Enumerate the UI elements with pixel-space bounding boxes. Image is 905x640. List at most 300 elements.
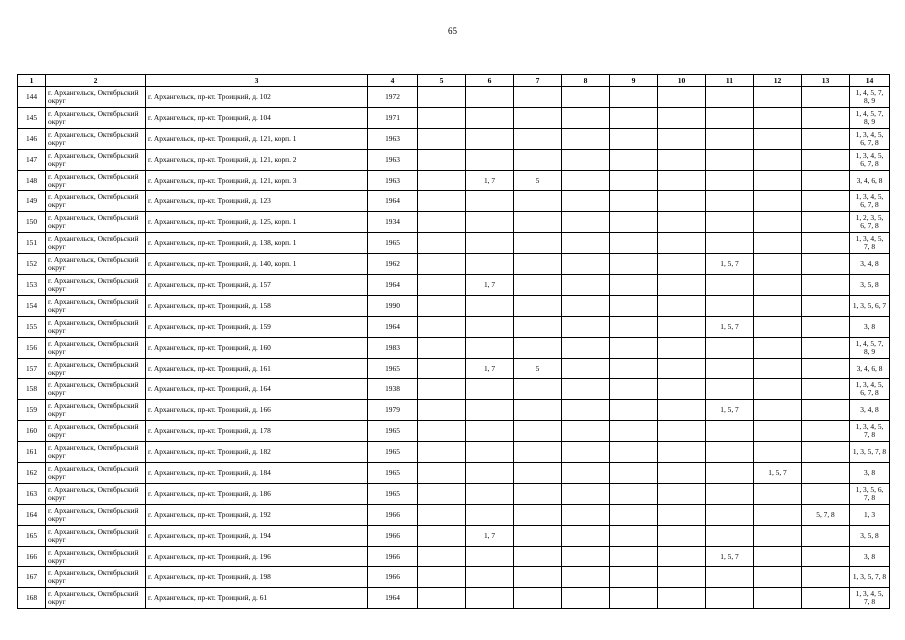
district-cell: г. Архангельск, Октябрьский округ <box>46 128 146 149</box>
row-number-cell: 159 <box>18 400 46 421</box>
row-number-cell: 152 <box>18 254 46 275</box>
code-cell-5 <box>418 170 466 191</box>
code-cell-9 <box>610 275 658 296</box>
code-cell-10 <box>658 275 706 296</box>
code-cell-6 <box>466 400 514 421</box>
year-cell: 1966 <box>368 525 418 546</box>
code-cell-5 <box>418 337 466 358</box>
district-cell: г. Архангельск, Октябрьский округ <box>46 275 146 296</box>
code-cell-5 <box>418 400 466 421</box>
code-cell-10 <box>658 212 706 233</box>
code-cell-11 <box>706 337 754 358</box>
code-cell-12 <box>754 212 802 233</box>
code-cell-9 <box>610 212 658 233</box>
code-cell-14: 1, 4, 5, 7, 8, 9 <box>850 107 890 128</box>
code-cell-9 <box>610 254 658 275</box>
address-cell: г. Архангельск, пр-кт. Троицкий, д. 194 <box>146 525 368 546</box>
table-row <box>18 212 890 233</box>
code-cell-14: 1, 3, 4, 5, 6, 7, 8 <box>850 191 890 212</box>
row-number-cell: 146 <box>18 128 46 149</box>
code-cell-14: 3, 4, 8 <box>850 400 890 421</box>
address-cell: г. Архангельск, пр-кт. Троицкий, д. 157 <box>146 275 368 296</box>
code-cell-14: 3, 5, 8 <box>850 275 890 296</box>
year-cell: 1963 <box>368 128 418 149</box>
year-cell: 1966 <box>368 567 418 588</box>
code-cell-12 <box>754 483 802 504</box>
code-cell-6 <box>466 483 514 504</box>
address-cell: г. Архангельск, пр-кт. Троицкий, д. 125, корп. 1 <box>146 212 368 233</box>
code-cell-12 <box>754 421 802 442</box>
code-cell-5 <box>418 128 466 149</box>
code-cell-13 <box>802 128 850 149</box>
table-row <box>18 149 890 170</box>
code-cell-12 <box>754 525 802 546</box>
row-number-cell: 151 <box>18 233 46 254</box>
row-number-cell: 144 <box>18 87 46 108</box>
code-cell-7 <box>514 588 562 609</box>
code-cell-8 <box>562 483 610 504</box>
code-cell-9 <box>610 233 658 254</box>
address-cell: г. Архангельск, пр-кт. Троицкий, д. 104 <box>146 107 368 128</box>
year-cell: 1966 <box>368 504 418 525</box>
column-header: 7 <box>514 75 562 87</box>
district-cell: г. Архангельск, Октябрьский округ <box>46 149 146 170</box>
code-cell-8 <box>562 212 610 233</box>
code-cell-8 <box>562 149 610 170</box>
code-cell-5 <box>418 316 466 337</box>
code-cell-7 <box>514 191 562 212</box>
code-cell-8 <box>562 379 610 400</box>
code-cell-10 <box>658 421 706 442</box>
code-cell-8 <box>562 107 610 128</box>
code-cell-10 <box>658 254 706 275</box>
code-cell-7: 5 <box>514 358 562 379</box>
code-cell-11 <box>706 170 754 191</box>
code-cell-9 <box>610 295 658 316</box>
year-cell: 1938 <box>368 379 418 400</box>
code-cell-5 <box>418 567 466 588</box>
code-cell-10 <box>658 295 706 316</box>
row-number-cell: 161 <box>18 442 46 463</box>
code-cell-11 <box>706 275 754 296</box>
code-cell-10 <box>658 525 706 546</box>
column-header: 8 <box>562 75 610 87</box>
code-cell-11 <box>706 191 754 212</box>
code-cell-7 <box>514 546 562 567</box>
address-cell: г. Архангельск, пр-кт. Троицкий, д. 178 <box>146 421 368 442</box>
code-cell-8 <box>562 504 610 525</box>
code-cell-9 <box>610 483 658 504</box>
year-cell: 1934 <box>368 212 418 233</box>
code-cell-14: 3, 8 <box>850 546 890 567</box>
code-cell-13 <box>802 588 850 609</box>
code-cell-8 <box>562 567 610 588</box>
code-cell-13 <box>802 463 850 484</box>
code-cell-12 <box>754 400 802 421</box>
code-cell-12 <box>754 337 802 358</box>
code-cell-10 <box>658 400 706 421</box>
address-cell: г. Архангельск, пр-кт. Троицкий, д. 121, корп. 2 <box>146 149 368 170</box>
table-row <box>18 463 890 484</box>
code-cell-7 <box>514 337 562 358</box>
code-cell-13 <box>802 191 850 212</box>
code-cell-7 <box>514 483 562 504</box>
code-cell-13 <box>802 295 850 316</box>
address-cell: г. Архангельск, пр-кт. Троицкий, д. 158 <box>146 295 368 316</box>
code-cell-8 <box>562 337 610 358</box>
column-header: 4 <box>368 75 418 87</box>
code-cell-13 <box>802 275 850 296</box>
row-number-cell: 149 <box>18 191 46 212</box>
column-header: 9 <box>610 75 658 87</box>
code-cell-9 <box>610 442 658 463</box>
code-cell-9 <box>610 191 658 212</box>
district-cell: г. Архангельск, Октябрьский округ <box>46 504 146 525</box>
code-cell-10 <box>658 149 706 170</box>
code-cell-10 <box>658 442 706 463</box>
code-cell-10 <box>658 463 706 484</box>
row-number-cell: 166 <box>18 546 46 567</box>
code-cell-9 <box>610 379 658 400</box>
code-cell-13 <box>802 254 850 275</box>
code-cell-10 <box>658 358 706 379</box>
row-number-cell: 157 <box>18 358 46 379</box>
row-number-cell: 168 <box>18 588 46 609</box>
code-cell-8 <box>562 191 610 212</box>
code-cell-11 <box>706 107 754 128</box>
code-cell-11 <box>706 483 754 504</box>
code-cell-9 <box>610 87 658 108</box>
district-cell: г. Архангельск, Октябрьский округ <box>46 87 146 108</box>
year-cell: 1971 <box>368 107 418 128</box>
year-cell: 1963 <box>368 170 418 191</box>
column-header: 1 <box>18 75 46 87</box>
code-cell-5 <box>418 212 466 233</box>
code-cell-5 <box>418 275 466 296</box>
code-cell-12 <box>754 379 802 400</box>
code-cell-10 <box>658 316 706 337</box>
code-cell-13 <box>802 421 850 442</box>
row-number-cell: 148 <box>18 170 46 191</box>
address-cell: г. Архангельск, пр-кт. Троицкий, д. 182 <box>146 442 368 463</box>
row-number-cell: 165 <box>18 525 46 546</box>
row-number-cell: 150 <box>18 212 46 233</box>
code-cell-6: 1, 7 <box>466 170 514 191</box>
code-cell-11: 1, 5, 7 <box>706 400 754 421</box>
code-cell-6 <box>466 87 514 108</box>
district-cell: г. Архангельск, Октябрьский округ <box>46 107 146 128</box>
code-cell-14: 1, 3, 4, 5, 6, 7, 8 <box>850 149 890 170</box>
code-cell-7 <box>514 87 562 108</box>
code-cell-13 <box>802 567 850 588</box>
address-cell: г. Архангельск, пр-кт. Троицкий, д. 166 <box>146 400 368 421</box>
code-cell-7 <box>514 128 562 149</box>
code-cell-9 <box>610 316 658 337</box>
code-cell-12 <box>754 295 802 316</box>
year-cell: 1966 <box>368 546 418 567</box>
code-cell-13: 5, 7, 8 <box>802 504 850 525</box>
code-cell-7 <box>514 567 562 588</box>
code-cell-7 <box>514 275 562 296</box>
year-cell: 1965 <box>368 358 418 379</box>
table-row <box>18 525 890 546</box>
code-cell-13 <box>802 358 850 379</box>
code-cell-6 <box>466 588 514 609</box>
row-number-cell: 156 <box>18 337 46 358</box>
code-cell-11 <box>706 358 754 379</box>
code-cell-13 <box>802 546 850 567</box>
code-cell-12: 1, 5, 7 <box>754 463 802 484</box>
code-cell-7: 5 <box>514 170 562 191</box>
code-cell-6: 1, 7 <box>466 275 514 296</box>
code-cell-11 <box>706 442 754 463</box>
code-cell-11 <box>706 233 754 254</box>
code-cell-6 <box>466 504 514 525</box>
code-cell-11 <box>706 212 754 233</box>
code-cell-13 <box>802 483 850 504</box>
table-row <box>18 504 890 525</box>
code-cell-11 <box>706 295 754 316</box>
code-cell-14: 1, 2, 3, 5, 6, 7, 8 <box>850 212 890 233</box>
row-number-cell: 160 <box>18 421 46 442</box>
code-cell-12 <box>754 588 802 609</box>
address-cell: г. Архангельск, пр-кт. Троицкий, д. 192 <box>146 504 368 525</box>
code-cell-10 <box>658 504 706 525</box>
code-cell-14: 3, 4, 6, 8 <box>850 358 890 379</box>
code-cell-9 <box>610 358 658 379</box>
address-cell: г. Архангельск, пр-кт. Троицкий, д. 198 <box>146 567 368 588</box>
code-cell-10 <box>658 170 706 191</box>
code-cell-11 <box>706 567 754 588</box>
year-cell: 1979 <box>368 400 418 421</box>
code-cell-5 <box>418 546 466 567</box>
code-cell-12 <box>754 191 802 212</box>
table-row <box>18 442 890 463</box>
code-cell-5 <box>418 107 466 128</box>
code-cell-14: 3, 4, 8 <box>850 254 890 275</box>
code-cell-7 <box>514 379 562 400</box>
code-cell-11 <box>706 588 754 609</box>
address-cell: г. Архангельск, пр-кт. Троицкий, д. 102 <box>146 87 368 108</box>
year-cell: 1965 <box>368 483 418 504</box>
code-cell-14: 3, 5, 8 <box>850 525 890 546</box>
code-cell-6 <box>466 567 514 588</box>
code-cell-6 <box>466 212 514 233</box>
code-cell-5 <box>418 191 466 212</box>
address-cell: г. Архангельск, пр-кт. Троицкий, д. 161 <box>146 358 368 379</box>
code-cell-14: 1, 3, 4, 5, 7, 8 <box>850 421 890 442</box>
table-row <box>18 254 890 275</box>
district-cell: г. Архангельск, Октябрьский округ <box>46 358 146 379</box>
code-cell-13 <box>802 233 850 254</box>
code-cell-11 <box>706 504 754 525</box>
year-cell: 1964 <box>368 588 418 609</box>
code-cell-10 <box>658 87 706 108</box>
address-cell: г. Архангельск, пр-кт. Троицкий, д. 164 <box>146 379 368 400</box>
code-cell-10 <box>658 128 706 149</box>
table-row <box>18 400 890 421</box>
year-cell: 1972 <box>368 87 418 108</box>
code-cell-7 <box>514 442 562 463</box>
code-cell-8 <box>562 316 610 337</box>
code-cell-6 <box>466 463 514 484</box>
code-cell-7 <box>514 421 562 442</box>
code-cell-9 <box>610 567 658 588</box>
address-cell: г. Архангельск, пр-кт. Троицкий, д. 140, корп. 1 <box>146 254 368 275</box>
table-row <box>18 107 890 128</box>
row-number-cell: 155 <box>18 316 46 337</box>
code-cell-5 <box>418 233 466 254</box>
code-cell-12 <box>754 107 802 128</box>
table-row <box>18 337 890 358</box>
code-cell-13 <box>802 316 850 337</box>
code-cell-8 <box>562 295 610 316</box>
code-cell-13 <box>802 170 850 191</box>
code-cell-14: 1, 4, 5, 7, 8, 9 <box>850 337 890 358</box>
row-number-cell: 163 <box>18 483 46 504</box>
code-cell-6 <box>466 337 514 358</box>
year-cell: 1965 <box>368 233 418 254</box>
table-row <box>18 379 890 400</box>
code-cell-6 <box>466 421 514 442</box>
district-cell: г. Архангельск, Октябрьский округ <box>46 588 146 609</box>
code-cell-11: 1, 5, 7 <box>706 254 754 275</box>
code-cell-5 <box>418 504 466 525</box>
code-cell-12 <box>754 128 802 149</box>
code-cell-12 <box>754 233 802 254</box>
table-row <box>18 233 890 254</box>
code-cell-11 <box>706 379 754 400</box>
district-cell: г. Архангельск, Октябрьский округ <box>46 463 146 484</box>
district-cell: г. Архангельск, Октябрьский округ <box>46 567 146 588</box>
code-cell-8 <box>562 546 610 567</box>
code-cell-5 <box>418 421 466 442</box>
code-cell-9 <box>610 463 658 484</box>
year-cell: 1965 <box>368 463 418 484</box>
code-cell-10 <box>658 191 706 212</box>
row-number-cell: 158 <box>18 379 46 400</box>
code-cell-7 <box>514 254 562 275</box>
code-cell-13 <box>802 400 850 421</box>
code-cell-6 <box>466 316 514 337</box>
table-row <box>18 316 890 337</box>
code-cell-6 <box>466 442 514 463</box>
district-cell: г. Архангельск, Октябрьский округ <box>46 379 146 400</box>
code-cell-13 <box>802 149 850 170</box>
code-cell-5 <box>418 463 466 484</box>
table-row <box>18 421 890 442</box>
row-number-cell: 164 <box>18 504 46 525</box>
code-cell-7 <box>514 149 562 170</box>
code-cell-13 <box>802 379 850 400</box>
row-number-cell: 162 <box>18 463 46 484</box>
code-cell-14: 3, 8 <box>850 316 890 337</box>
code-cell-10 <box>658 379 706 400</box>
district-cell: г. Архангельск, Октябрьский округ <box>46 442 146 463</box>
code-cell-6 <box>466 149 514 170</box>
header-row <box>18 75 890 87</box>
code-cell-9 <box>610 525 658 546</box>
code-cell-8 <box>562 588 610 609</box>
code-cell-5 <box>418 295 466 316</box>
code-cell-14: 1, 3, 4, 5, 6, 7, 8 <box>850 379 890 400</box>
column-header: 11 <box>706 75 754 87</box>
table-row <box>18 567 890 588</box>
code-cell-7 <box>514 525 562 546</box>
code-cell-12 <box>754 149 802 170</box>
address-cell: г. Архангельск, пр-кт. Троицкий, д. 123 <box>146 191 368 212</box>
code-cell-6 <box>466 295 514 316</box>
code-cell-9 <box>610 400 658 421</box>
code-cell-9 <box>610 128 658 149</box>
code-cell-7 <box>514 212 562 233</box>
code-cell-10 <box>658 107 706 128</box>
code-cell-9 <box>610 421 658 442</box>
year-cell: 1964 <box>368 191 418 212</box>
code-cell-12 <box>754 87 802 108</box>
code-cell-6 <box>466 546 514 567</box>
code-cell-11 <box>706 149 754 170</box>
code-cell-8 <box>562 421 610 442</box>
page-number: 65 <box>448 26 457 36</box>
code-cell-9 <box>610 337 658 358</box>
code-cell-8 <box>562 400 610 421</box>
code-cell-12 <box>754 275 802 296</box>
code-cell-12 <box>754 358 802 379</box>
table-body <box>18 87 890 609</box>
code-cell-14: 1, 4, 5, 7, 8, 9 <box>850 87 890 108</box>
column-header: 5 <box>418 75 466 87</box>
code-cell-9 <box>610 588 658 609</box>
year-cell: 1963 <box>368 149 418 170</box>
address-cell: г. Архангельск, пр-кт. Троицкий, д. 138, корп. 1 <box>146 233 368 254</box>
code-cell-13 <box>802 107 850 128</box>
row-number-cell: 153 <box>18 275 46 296</box>
address-cell: г. Архангельск, пр-кт. Троицкий, д. 121, корп. 3 <box>146 170 368 191</box>
code-cell-13 <box>802 337 850 358</box>
code-cell-11 <box>706 421 754 442</box>
code-cell-6: 1, 7 <box>466 358 514 379</box>
code-cell-8 <box>562 463 610 484</box>
code-cell-7 <box>514 316 562 337</box>
code-cell-11 <box>706 525 754 546</box>
district-cell: г. Архангельск, Октябрьский округ <box>46 295 146 316</box>
column-header: 12 <box>754 75 802 87</box>
code-cell-14: 1, 3 <box>850 504 890 525</box>
code-cell-11: 1, 5, 7 <box>706 546 754 567</box>
code-cell-7 <box>514 295 562 316</box>
code-cell-5 <box>418 87 466 108</box>
year-cell: 1964 <box>368 316 418 337</box>
code-cell-13 <box>802 212 850 233</box>
year-cell: 1965 <box>368 442 418 463</box>
code-cell-5 <box>418 254 466 275</box>
address-cell: г. Архангельск, пр-кт. Троицкий, д. 160 <box>146 337 368 358</box>
code-cell-6 <box>466 191 514 212</box>
column-header: 6 <box>466 75 514 87</box>
code-cell-8 <box>562 525 610 546</box>
code-cell-13 <box>802 525 850 546</box>
year-cell: 1983 <box>368 337 418 358</box>
row-number-cell: 145 <box>18 107 46 128</box>
code-cell-8 <box>562 87 610 108</box>
code-cell-8 <box>562 233 610 254</box>
row-number-cell: 167 <box>18 567 46 588</box>
table-row <box>18 87 890 108</box>
code-cell-6 <box>466 254 514 275</box>
table-row <box>18 358 890 379</box>
district-cell: г. Архангельск, Октябрьский округ <box>46 191 146 212</box>
